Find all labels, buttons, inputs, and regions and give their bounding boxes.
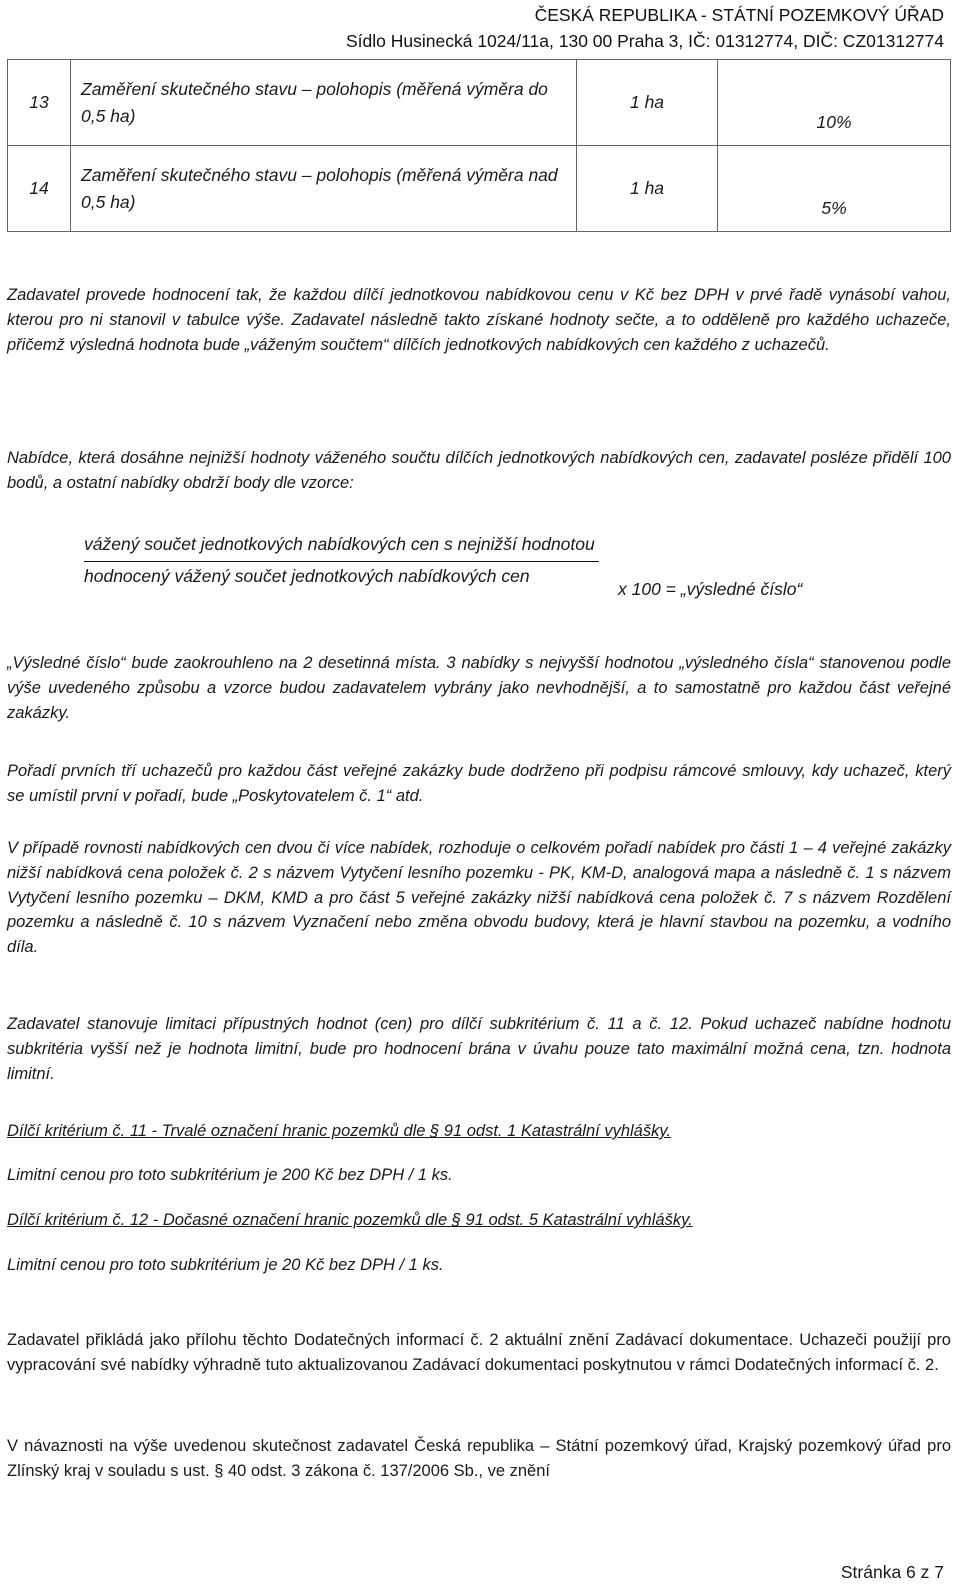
page-number: Stránka 6 z 7 bbox=[840, 1561, 944, 1582]
limit-paragraph: Zadavatel stanovuje limitaci přípustných hodnot (cen) pro dílčí subkritérium č. 11 a č. 12. Pokud uchazeč nabídne hodnotu subkritéria vyšší než je hodnota limitní, bude pro hodnocení brána v úvahu pouze tato maximální možná cena, tzn. hodnota limitní. bbox=[7, 1015, 951, 1083]
row-description: Zaměření skutečného stavu – polohopis (měřená výměra do 0,5 ha) bbox=[71, 60, 577, 146]
header-org: ČESKÁ REPUBLIKA - STÁTNÍ POZEMKOVÝ ÚŘAD bbox=[534, 5, 944, 25]
row-unit: 1 ha bbox=[577, 146, 718, 232]
row-number: 13 bbox=[8, 60, 71, 146]
criterion-12-limit: Limitní cenou pro toto subkritérium je 20 Kč bez DPH / 1 ks. bbox=[7, 1256, 444, 1274]
criterion-11-limit: Limitní cenou pro toto subkritérium je 200 Kč bez DPH / 1 ks. bbox=[7, 1166, 453, 1184]
weights-table bbox=[7, 59, 951, 232]
points-paragraph: Nabídce, která dosáhne nejnižší hodnoty váženého součtu dílčích jednotkových nabídkových cen, zadavatel posléze přidělí 100 bodů, a ostatní nabídky obdrží body dle vzorce: bbox=[7, 449, 951, 492]
page-header bbox=[346, 2, 944, 54]
evaluation-paragraph: Zadavatel provede hodnocení tak, že každou dílčí jednotkovou nabídkovou cenu v Kč bez DPH v prvé řadě vynásobí vahou, kterou pro ni stanovil v tabulce výše. Zadavatel následně takto získané hodnoty sečte, a to odděleně pro každého uchazeče, přičemž výsledná hodnota bude „váženým součtem“ dílčích jednotkových nabídkových cen každého z uchazečů. bbox=[7, 286, 951, 354]
formula-fraction bbox=[84, 530, 604, 590]
formula-denominator: hodnocený vážený součet jednotkových nabídkových cen bbox=[84, 566, 530, 586]
header-address: Sídlo Husinecká 1024/11a, 130 00 Praha 3, IČ: 01312774, DIČ: CZ01312774 bbox=[346, 31, 944, 51]
order-paragraph: Pořadí prvních tří uchazečů pro každou část veřejné zakázky bude dodrženo při podpisu rámcové smlouvy, kdy uchazeč, který se umístil první v pořadí, bude „Poskytovatelem č. 1“ atd. bbox=[7, 762, 951, 805]
row-weight: 10% bbox=[718, 60, 951, 146]
row-weight: 5% bbox=[718, 146, 951, 232]
closing-paragraph: V návaznosti na výše uvedenou skutečnost zadavatel Česká republika – Státní pozemkový úřad, Krajský pozemkový úřad pro Zlínský kraj v souladu s ust. § 40 odst. 3 zákona č. 137/2006 Sb., ve znění bbox=[7, 1437, 951, 1480]
row-unit: 1 ha bbox=[577, 60, 718, 146]
criterion-11-heading: Dílčí kritérium č. 11 - Trvalé označení hranic pozemků dle § 91 odst. 1 Katastrální vyhlášky. bbox=[7, 1122, 671, 1140]
row-number: 14 bbox=[8, 146, 71, 232]
table-row bbox=[8, 60, 951, 146]
formula-numerator: vážený součet jednotkových nabídkových cen s nejnižší hodnotou bbox=[84, 530, 599, 562]
row-description: Zaměření skutečného stavu – polohopis (měřená výměra nad 0,5 ha) bbox=[71, 146, 577, 232]
table-row bbox=[8, 146, 951, 232]
tie-paragraph: V případě rovnosti nabídkových cen dvou či více nabídek, rozhoduje o celkovém pořadí nabídek pro části 1 – 4 veřejné zakázky nižší nabídková cena položek č. 2 s názvem Vytyčení lesního pozemku - PK, KM-D, analogová mapa a následně č. 1 s názvem Vytyčení lesního pozemku – DKM, KMD a pro část 5 veřejné zakázky nižší nabídková cena položek č. 7 s názvem Rozdělení pozemku a následně č. 10 s názvem Vyznačení nebo změna obvodu budovy, která je hlavní stavbou na pozemku, a vodního díla. bbox=[7, 839, 951, 956]
result-paragraph: „Výsledné číslo“ bude zaokrouhleno na 2 desetinná místa. 3 nabídky s nejvyšší hodnotou „výsledného čísla“ stanovenou podle výše uvedeného způsobu a vzorce budou zadavatelem vybrány jako nevhodnější, a to samostatně pro každou část veřejné zakázky. bbox=[7, 654, 951, 722]
formula-multiplier: x 100 = „výsledné číslo“ bbox=[618, 579, 803, 599]
criterion-12-heading: Dílčí kritérium č. 12 - Dočasné označení hranic pozemků dle § 91 odst. 5 Katastrální vyhlášky. bbox=[7, 1211, 693, 1229]
attachment-paragraph: Zadavatel přikládá jako přílohu těchto Dodatečných informací č. 2 aktuální znění Zadávací dokumentace. Uchazeči použijí pro vypracování své nabídky výhradně tuto aktualizovanou Zadávací dokumentaci poskytnutou v rámci Dodatečných informací č. 2. bbox=[7, 1331, 951, 1374]
